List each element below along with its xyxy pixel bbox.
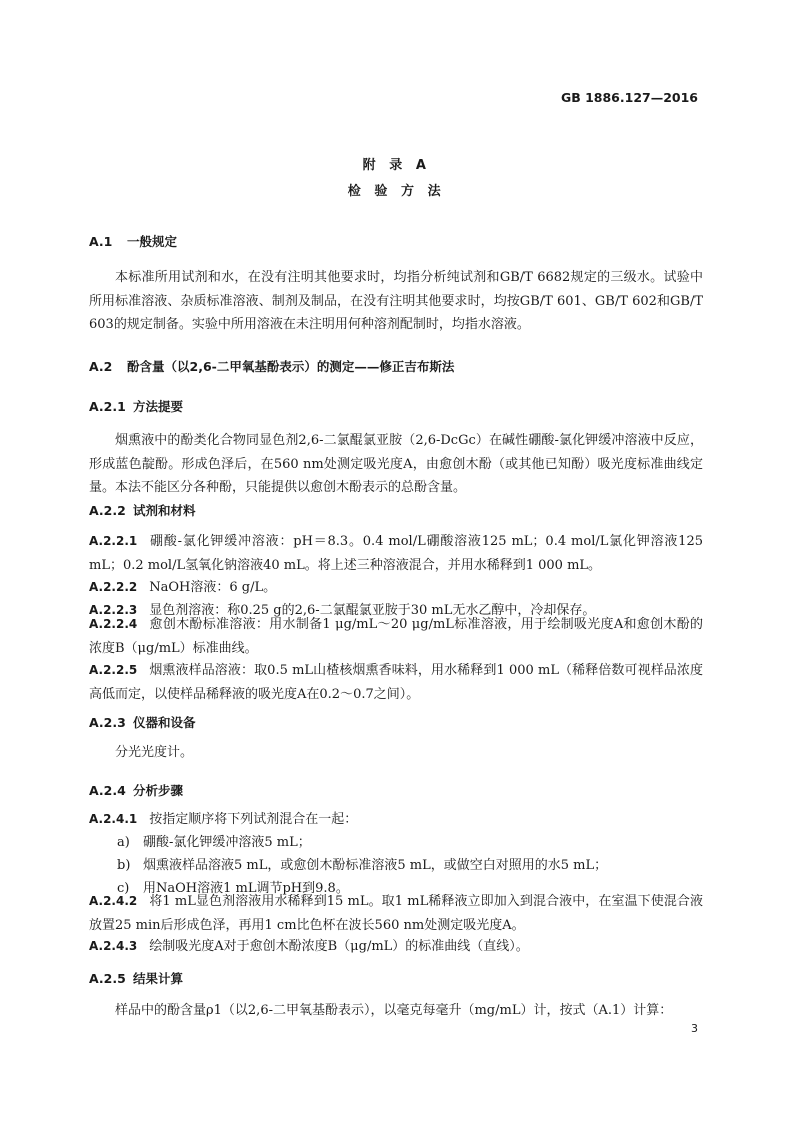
clause-number: A.2.2.3: [89, 603, 138, 617]
paragraph-a21: 烟熏液中的酚类化合物同显色剂2,6-二氯醌氯亚胺（2,6-DcGc）在碱性硼酸-氯化钾缓冲溶液中反应，形成蓝色靛酚。形成色泽后，在560 nm处测定吸光度A，由愈创木酚（或其他已知酚）吸光度标准曲线定量。本法不能区分各种酚，只能提供以愈创木酚表示的总酚含量。: [89, 433, 703, 495]
paragraph-a1: 本标准所用试剂和水，在没有注明其他要求时，均指分析纯试剂和GB/T 6682规定的三级水。试验中所用标准溶液、杂质标准溶液、制剂及制品，在没有注明其他要求时，均按GB/T 601、GB/T 602和GB/T 603的规定制备。实验中所用溶液在未注明用何种溶剂配制时，均指水溶液。: [89, 270, 703, 332]
section-number: A.2.1: [89, 399, 126, 414]
clause-number: A.2.4.1: [89, 812, 138, 826]
list-item: [117, 831, 703, 855]
section-number: A.2.4: [89, 783, 126, 798]
clause-number: A.2.2.4: [89, 617, 138, 631]
clause-a222: [89, 576, 703, 600]
clause-a221: [89, 530, 703, 577]
section-number: A.2.5: [89, 971, 126, 986]
clause-number: A.2.2.5: [89, 663, 138, 677]
clause-number: A.2.2.2: [89, 580, 138, 594]
clause-a225: [89, 659, 703, 706]
clause-text: 愈创木酚标准溶液：用水制备1 μg/mL～20 μg/mL标准溶液，用于绘制吸光度A和愈创木酚的浓度B（μg/mL）标准曲线。: [89, 617, 703, 656]
list-item: [117, 854, 703, 878]
section-number: A.2.2: [89, 503, 126, 518]
clause-a242: [89, 890, 703, 937]
clause-text: 将1 mL显色剂溶液用水稀释到15 mL。取1 mL稀释液立即加入到混合液中，在室温下使混合液放置25 min后形成色泽，再用1 cm比色杯在波长560 nm处测定吸光度A。: [89, 894, 703, 933]
section-title: 酚含量（以2,6-二甲氧基酚表示）的测定——修正吉布斯法: [127, 359, 455, 374]
section-number: A.2.3: [89, 715, 126, 730]
clause-text: NaOH溶液：6 g/L。: [149, 580, 277, 595]
section-heading-a24: [89, 781, 183, 799]
paragraph-a23: 分光光度计。: [115, 745, 194, 760]
list-item-text: 用NaOH溶液1 mL调节pH到9.8。: [143, 881, 349, 896]
section-title: 试剂和材料: [133, 503, 196, 518]
section-number: A.2: [89, 359, 113, 374]
clause-number: A.2.2.1: [89, 534, 138, 548]
list-item-text: 烟熏液样品溶液5 mL，或愈创木酚标准溶液5 mL，或做空白对照用的水5 mL；: [143, 858, 608, 873]
section-heading-a1: [89, 232, 177, 250]
list-item-text: 硼酸-氯化钾缓冲溶液5 mL；: [143, 835, 311, 850]
appendix-title: 检 验 方 法: [347, 184, 446, 199]
section-heading-a23: [89, 713, 196, 731]
paragraph-a25: 样品中的酚含量ρ1（以2,6-二甲氧基酚表示），以毫克每毫升（mg/mL）计，按式（A.1）计算：: [115, 1003, 673, 1018]
section-title: 分析步骤: [133, 783, 184, 798]
clause-a224: [89, 613, 703, 660]
clause-a243: [89, 935, 703, 959]
section-heading-a21: [89, 397, 183, 415]
appendix-label: 附 录 A: [362, 158, 431, 173]
standard-number: GB 1886.127—2016: [560, 90, 698, 105]
clause-number: A.2.4.2: [89, 894, 138, 908]
list-marker: a): [117, 835, 130, 850]
section-heading-a2: [89, 357, 454, 375]
clause-a241: [89, 808, 703, 832]
clause-text: 绘制吸光度A对于愈创木酚浓度B（μg/mL）的标准曲线（直线）。: [149, 939, 529, 954]
list-marker: c): [117, 881, 130, 896]
section-number: A.1: [89, 234, 113, 249]
section-title: 仪器和设备: [133, 715, 196, 730]
clause-number: A.2.4.3: [89, 939, 138, 953]
section-title: 方法提要: [133, 399, 184, 414]
clause-text: 按指定顺序将下列试剂混合在一起：: [149, 812, 358, 827]
clause-text: 显色剂溶液：称0.25 g的2,6-二氯醌氯亚胺于30 mL无水乙醇中，冷却保存。: [149, 603, 596, 618]
clause-text: 烟熏液样品溶液：取0.5 mL山楂核烟熏香味料，用水稀释到1 000 mL（稀释倍数可视样品浓度高低而定，以使样品稀释液的吸光度A在0.2～0.7之间）。: [89, 663, 703, 702]
section-heading-a22: [89, 501, 196, 519]
section-heading-a25: [89, 969, 183, 987]
section-title: 结果计算: [133, 971, 184, 986]
section-title: 一般规定: [127, 234, 178, 249]
page-number: 3: [691, 1022, 698, 1035]
list-marker: b): [117, 858, 131, 873]
clause-text: 硼酸-氯化钾缓冲溶液：pH＝8.3。0.4 mol/L硼酸溶液125 mL；0.4 mol/L氯化钾溶液125 mL；0.2 mol/L氢氧化钠溶液40 mL。将上述三种溶液混合，并用水稀释到1 000 mL。: [89, 534, 703, 573]
